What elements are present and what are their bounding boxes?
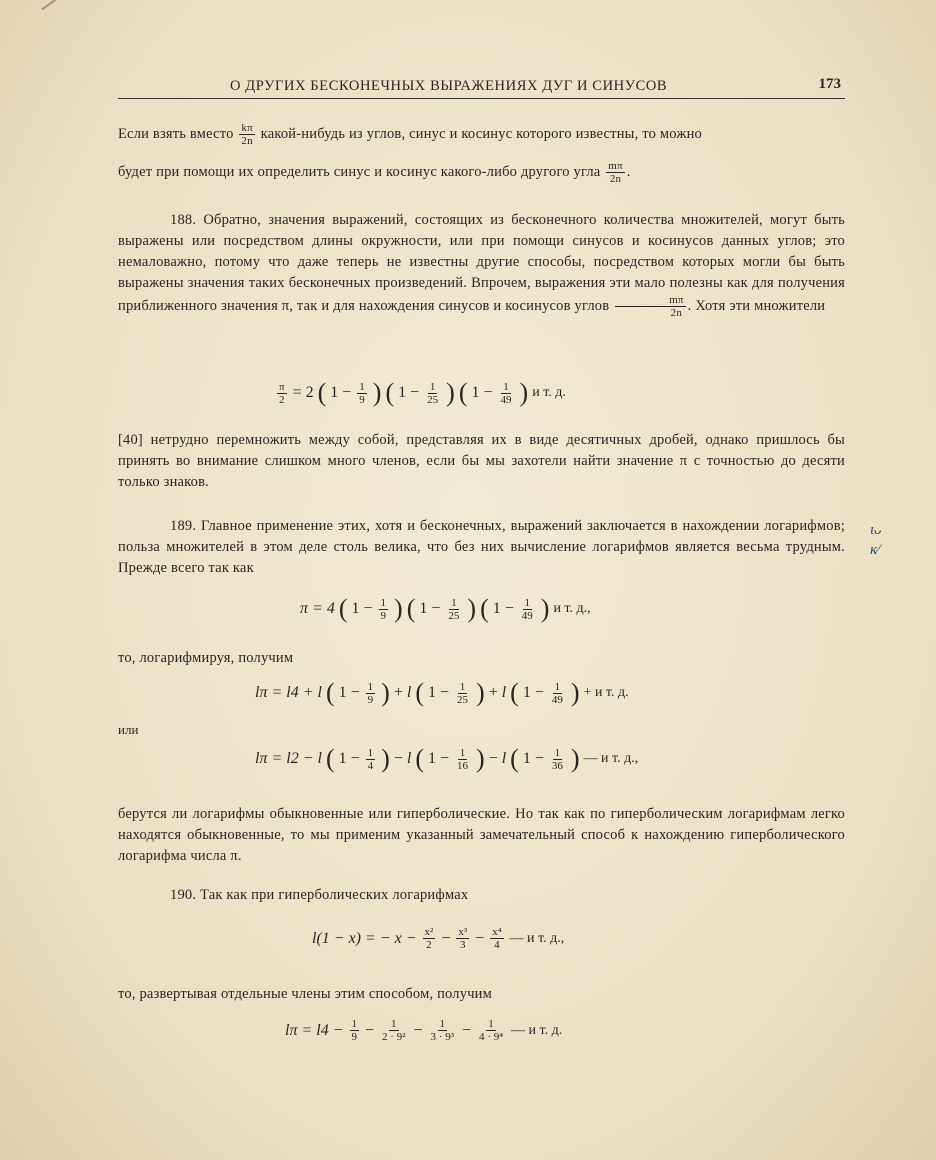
formula-tail: — и т. д. bbox=[511, 1022, 563, 1038]
paragraph-1-line-2: будет при помощи их определить синус и косинус какого-либо другого угла $\frac{m\pi}{2n}$ . bbox=[118, 160, 631, 185]
fraction-den: 2n bbox=[241, 135, 253, 147]
paragraph-189-end bbox=[118, 804, 845, 867]
page-number: 173 bbox=[818, 76, 841, 92]
term-fraction: $\frac{1}{25}$ bbox=[457, 680, 469, 706]
fraction-den: 2 bbox=[426, 939, 432, 951]
expansion-term: $\frac{1}{\text{4 · 9⁴}}$ bbox=[479, 1018, 504, 1043]
text-run: какой-нибудь из углов, синус и косинус которого известны, то можно bbox=[260, 125, 702, 142]
fraction-den: 49 bbox=[551, 693, 563, 706]
formula-pi-half-product: $\frac{\pi}{2}$ = 2 ( 1 − $\frac{1}{9}$ ) ( 1 − $\frac{1}{25}$ ) ( 1 − $\frac{1}{49}$ ) и т. д. bbox=[279, 378, 566, 407]
term-fraction: $\frac{1}{36}$ bbox=[551, 746, 563, 772]
fraction-den: 4 bbox=[494, 939, 500, 951]
fraction-den: 3 bbox=[460, 939, 466, 951]
text-run: будет при помощи их определить синус и косинус какого-либо другого угла bbox=[118, 163, 601, 180]
fraction-den: 2n bbox=[609, 173, 622, 185]
factor-fraction: $\frac{1}{25}$ bbox=[427, 380, 439, 406]
formula-log-series: l(1 − x) = − x − $\frac{\text{x²}}{2}$ − $\frac{\text{x³}}{3}$ − $\frac{\text{x⁴}}{4}$ — и т. д., bbox=[312, 926, 565, 951]
fraction-num: π bbox=[279, 380, 285, 393]
fraction-den: 36 bbox=[551, 759, 563, 772]
term-fraction: $\frac{1}{4}$ bbox=[367, 746, 374, 772]
formula-tail: — и т. д., bbox=[583, 751, 639, 766]
fraction-num: kπ bbox=[241, 122, 253, 134]
fraction-den: 16 bbox=[457, 759, 469, 772]
paragraph-188 bbox=[118, 210, 845, 319]
paragraph-190 bbox=[118, 885, 845, 906]
text-run: . Хотя эти множители bbox=[687, 297, 826, 314]
factor-fraction: $\frac{1}{25}$ bbox=[448, 596, 460, 622]
paragraph-190-continuation bbox=[118, 984, 845, 1005]
fraction-k-pi-2n bbox=[239, 122, 254, 147]
formula-log-pi-expansion: lπ = l4 − $\frac{1}{9}$ − $\frac{1}{\text{2 · 9²}}$ − $\frac{1}{\text{3 · 9³}}$ − $\frac{1}{\text{4 · 9⁴}}$ — и т. д. bbox=[285, 1018, 563, 1043]
factor-fraction: $\frac{1}{9}$ bbox=[359, 380, 365, 406]
paragraph-1-line-1 bbox=[118, 122, 845, 147]
formula-log-pi-sum: lπ = l4 + l ( 1 − $\frac{1}{9}$ ) + l ( 1 − $\frac{1}{25}$ ) + l ( 1 − $\frac{1}{49}$ ) + и т. д. bbox=[255, 678, 629, 707]
fraction-m-pi-2n bbox=[606, 160, 625, 185]
formula-lhs: lπ = l4 + bbox=[255, 684, 314, 701]
formula-lhs: lπ = l4 − bbox=[285, 1021, 344, 1039]
text-run: то, развертывая отдельные члены этим способом, получим bbox=[118, 986, 493, 1002]
formula-tail: и т. д., bbox=[553, 601, 591, 616]
factor-fraction: $\frac{1}{49}$ bbox=[521, 596, 533, 622]
formula-tail: — и т. д., bbox=[509, 930, 565, 946]
formula-lhs: l(1 − x) = − x − bbox=[312, 929, 417, 947]
fraction-num: mπ bbox=[608, 160, 623, 172]
formula-pi-product: π = 4 ( 1 − $\frac{1}{9}$ ) ( 1 − $\frac{1}{25}$ ) ( 1 − $\frac{1}{49}$ ) и т. д., bbox=[300, 594, 591, 623]
pencil-mark bbox=[41, 0, 60, 10]
fraction-den: 49 bbox=[500, 393, 512, 406]
text-run: 189. Главное применение этих, хотя и бесконечных, выражений заключается в нахождении логарифмов; польза множителей в этом деле столь велика, что без них вычисление логарифмов является весьма трудным. Прежде всего так как bbox=[118, 518, 845, 576]
fraction-den: 3 · 9³ bbox=[430, 1031, 454, 1043]
expansion-term: $\frac{1}{9}$ bbox=[351, 1018, 357, 1043]
fraction-num: mπ bbox=[615, 294, 686, 307]
term-fraction: $\frac{1}{9}$ bbox=[367, 680, 374, 706]
text-run: [40] нетрудно перемножить между собой, представляя их в виде десятичных дробей, однако пришлось бы принять во внимание слишком много членов, если бы мы захотели найти значение π с точностью до десяти только знаков. bbox=[118, 432, 845, 490]
series-term bbox=[456, 926, 469, 951]
fraction-den: 2 · 9² bbox=[382, 1031, 406, 1043]
fraction-m-pi-2n-b bbox=[615, 294, 686, 319]
fraction-num: x⁴ bbox=[492, 926, 502, 938]
term-fraction: $\frac{1}{16}$ bbox=[457, 746, 469, 772]
fraction-den: 4 bbox=[367, 759, 374, 772]
fraction-den: 49 bbox=[521, 609, 533, 622]
fraction-den: 2n bbox=[670, 307, 683, 319]
fraction-den: 2 bbox=[279, 393, 285, 406]
formula-log-pi-difference: lπ = l2 − l ( 1 − $\frac{1}{4}$ ) − l ( 1 − $\frac{1}{16}$ ) − l ( 1 − $\frac{1}{36}$ ) — и т. д., bbox=[255, 744, 639, 773]
series-term bbox=[423, 926, 436, 951]
fraction-den: 25 bbox=[457, 693, 469, 706]
factor-fraction: $\frac{1}{9}$ bbox=[380, 596, 387, 622]
expansion-term: $\frac{1}{\text{3 · 9³}}$ bbox=[430, 1018, 454, 1043]
factor-fraction: $\frac{1}{49}$ bbox=[500, 380, 512, 406]
header-title: О ДРУГИХ БЕСКОНЕЧНЫХ ВЫРАЖЕНИЯХ ДУГ И СИНУСОВ bbox=[230, 78, 668, 94]
text-run: берутся ли логарифмы обыкновенные или гиперболические. Но так как по гиперболическим логарифмам легко находятся обыкновенные, то мы применим указанный замечательный способ к нахождению гиперболического логарифма числа π. bbox=[118, 806, 845, 864]
fraction-num: x³ bbox=[458, 926, 468, 938]
text-run: то, логарифмируя, получим bbox=[118, 650, 294, 666]
formula-lhs: lπ = l2 − bbox=[255, 750, 314, 767]
fraction-pi-2 bbox=[277, 381, 287, 406]
coefficient: = 2 bbox=[292, 384, 314, 401]
formula-tail: и т. д. bbox=[532, 385, 566, 400]
expansion-term: $\frac{1}{\text{2 · 9²}}$ bbox=[382, 1018, 406, 1043]
paragraph-189 bbox=[118, 516, 845, 579]
formula-lhs: π = 4 bbox=[300, 600, 335, 617]
paragraph-188-continuation bbox=[118, 430, 845, 493]
fraction-den: 25 bbox=[427, 393, 439, 406]
fraction-den: 25 bbox=[448, 609, 460, 622]
word-or: или bbox=[118, 722, 139, 737]
handwritten-margin-note: ιᴗ ᴋ⁄ bbox=[870, 522, 882, 558]
paragraph-189-continuation bbox=[118, 648, 845, 669]
fraction-den: 4 · 9⁴ bbox=[479, 1031, 504, 1043]
term-fraction: $\frac{1}{49}$ bbox=[551, 680, 563, 706]
text-run: 188. Обратно, значения выражений, состоящих из бесконечного количества множителей, могут быть выражены или посредством длины окружности, или при помощи синусов и косинусов данных углов; это немаловажно, потому что даже теперь не известны другие способы, посредством которых могли бы быть выражены значения таких бесконечных произведений. Впрочем, выражения эти мало полезны как для получения приближенного значения π, так и для нахождения синусов и косинусов углов bbox=[118, 212, 845, 314]
text-run: Если взять вместо bbox=[118, 125, 234, 142]
fraction-den: 9 bbox=[367, 693, 374, 706]
fraction-num: x² bbox=[424, 926, 434, 938]
formula-tail: + и т. д. bbox=[583, 685, 629, 700]
text-run: 190. Так как при гиперболических логарифмах bbox=[170, 887, 469, 903]
fraction-den: 9 bbox=[351, 1031, 357, 1043]
fraction-den: 9 bbox=[359, 393, 365, 406]
fraction-den: 9 bbox=[380, 609, 387, 622]
series-term bbox=[490, 926, 503, 951]
running-header bbox=[118, 76, 845, 99]
